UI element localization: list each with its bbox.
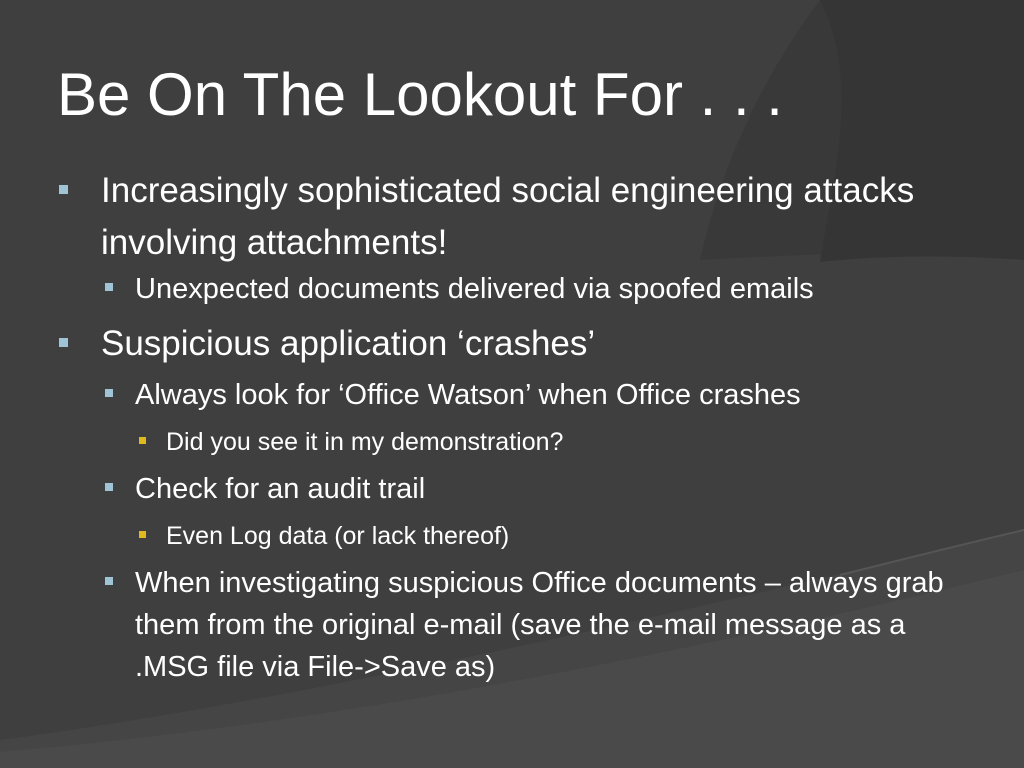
slide-title: Be On The Lookout For . . . (57, 61, 783, 128)
square-bullet-icon (105, 389, 113, 397)
bullet-item (135, 268, 965, 310)
bullet-item (166, 424, 966, 460)
bullet-text: Increasingly sophisticated social engineering attacks involving attachments! (101, 171, 915, 262)
bullet-text: Suspicious application ‘crashes’ (101, 324, 596, 363)
bullet-item (101, 318, 961, 370)
bullet-text: Always look for ‘Office Watson’ when Office crashes (135, 379, 801, 411)
bullet-item (135, 374, 965, 416)
bullet-item (135, 468, 965, 510)
bullet-text: Did you see it in my demonstration? (166, 428, 564, 456)
bullet-text: When investigating suspicious Office documents – always grab them from the original e-mail (save the e-mail message as a .MSG file via File->Save as) (135, 567, 944, 683)
bullet-item (101, 165, 961, 269)
bullet-item (135, 562, 965, 688)
square-bullet-icon (59, 338, 68, 347)
bullet-text: Unexpected documents delivered via spoofed emails (135, 273, 814, 305)
square-bullet-icon (139, 437, 146, 444)
square-bullet-icon (105, 283, 113, 291)
bullet-item (166, 518, 966, 554)
bullet-text: Check for an audit trail (135, 473, 426, 505)
square-bullet-icon (105, 483, 113, 491)
square-bullet-icon (59, 185, 68, 194)
bullet-text: Even Log data (or lack thereof) (166, 522, 510, 550)
square-bullet-icon (139, 531, 146, 538)
square-bullet-icon (105, 577, 113, 585)
